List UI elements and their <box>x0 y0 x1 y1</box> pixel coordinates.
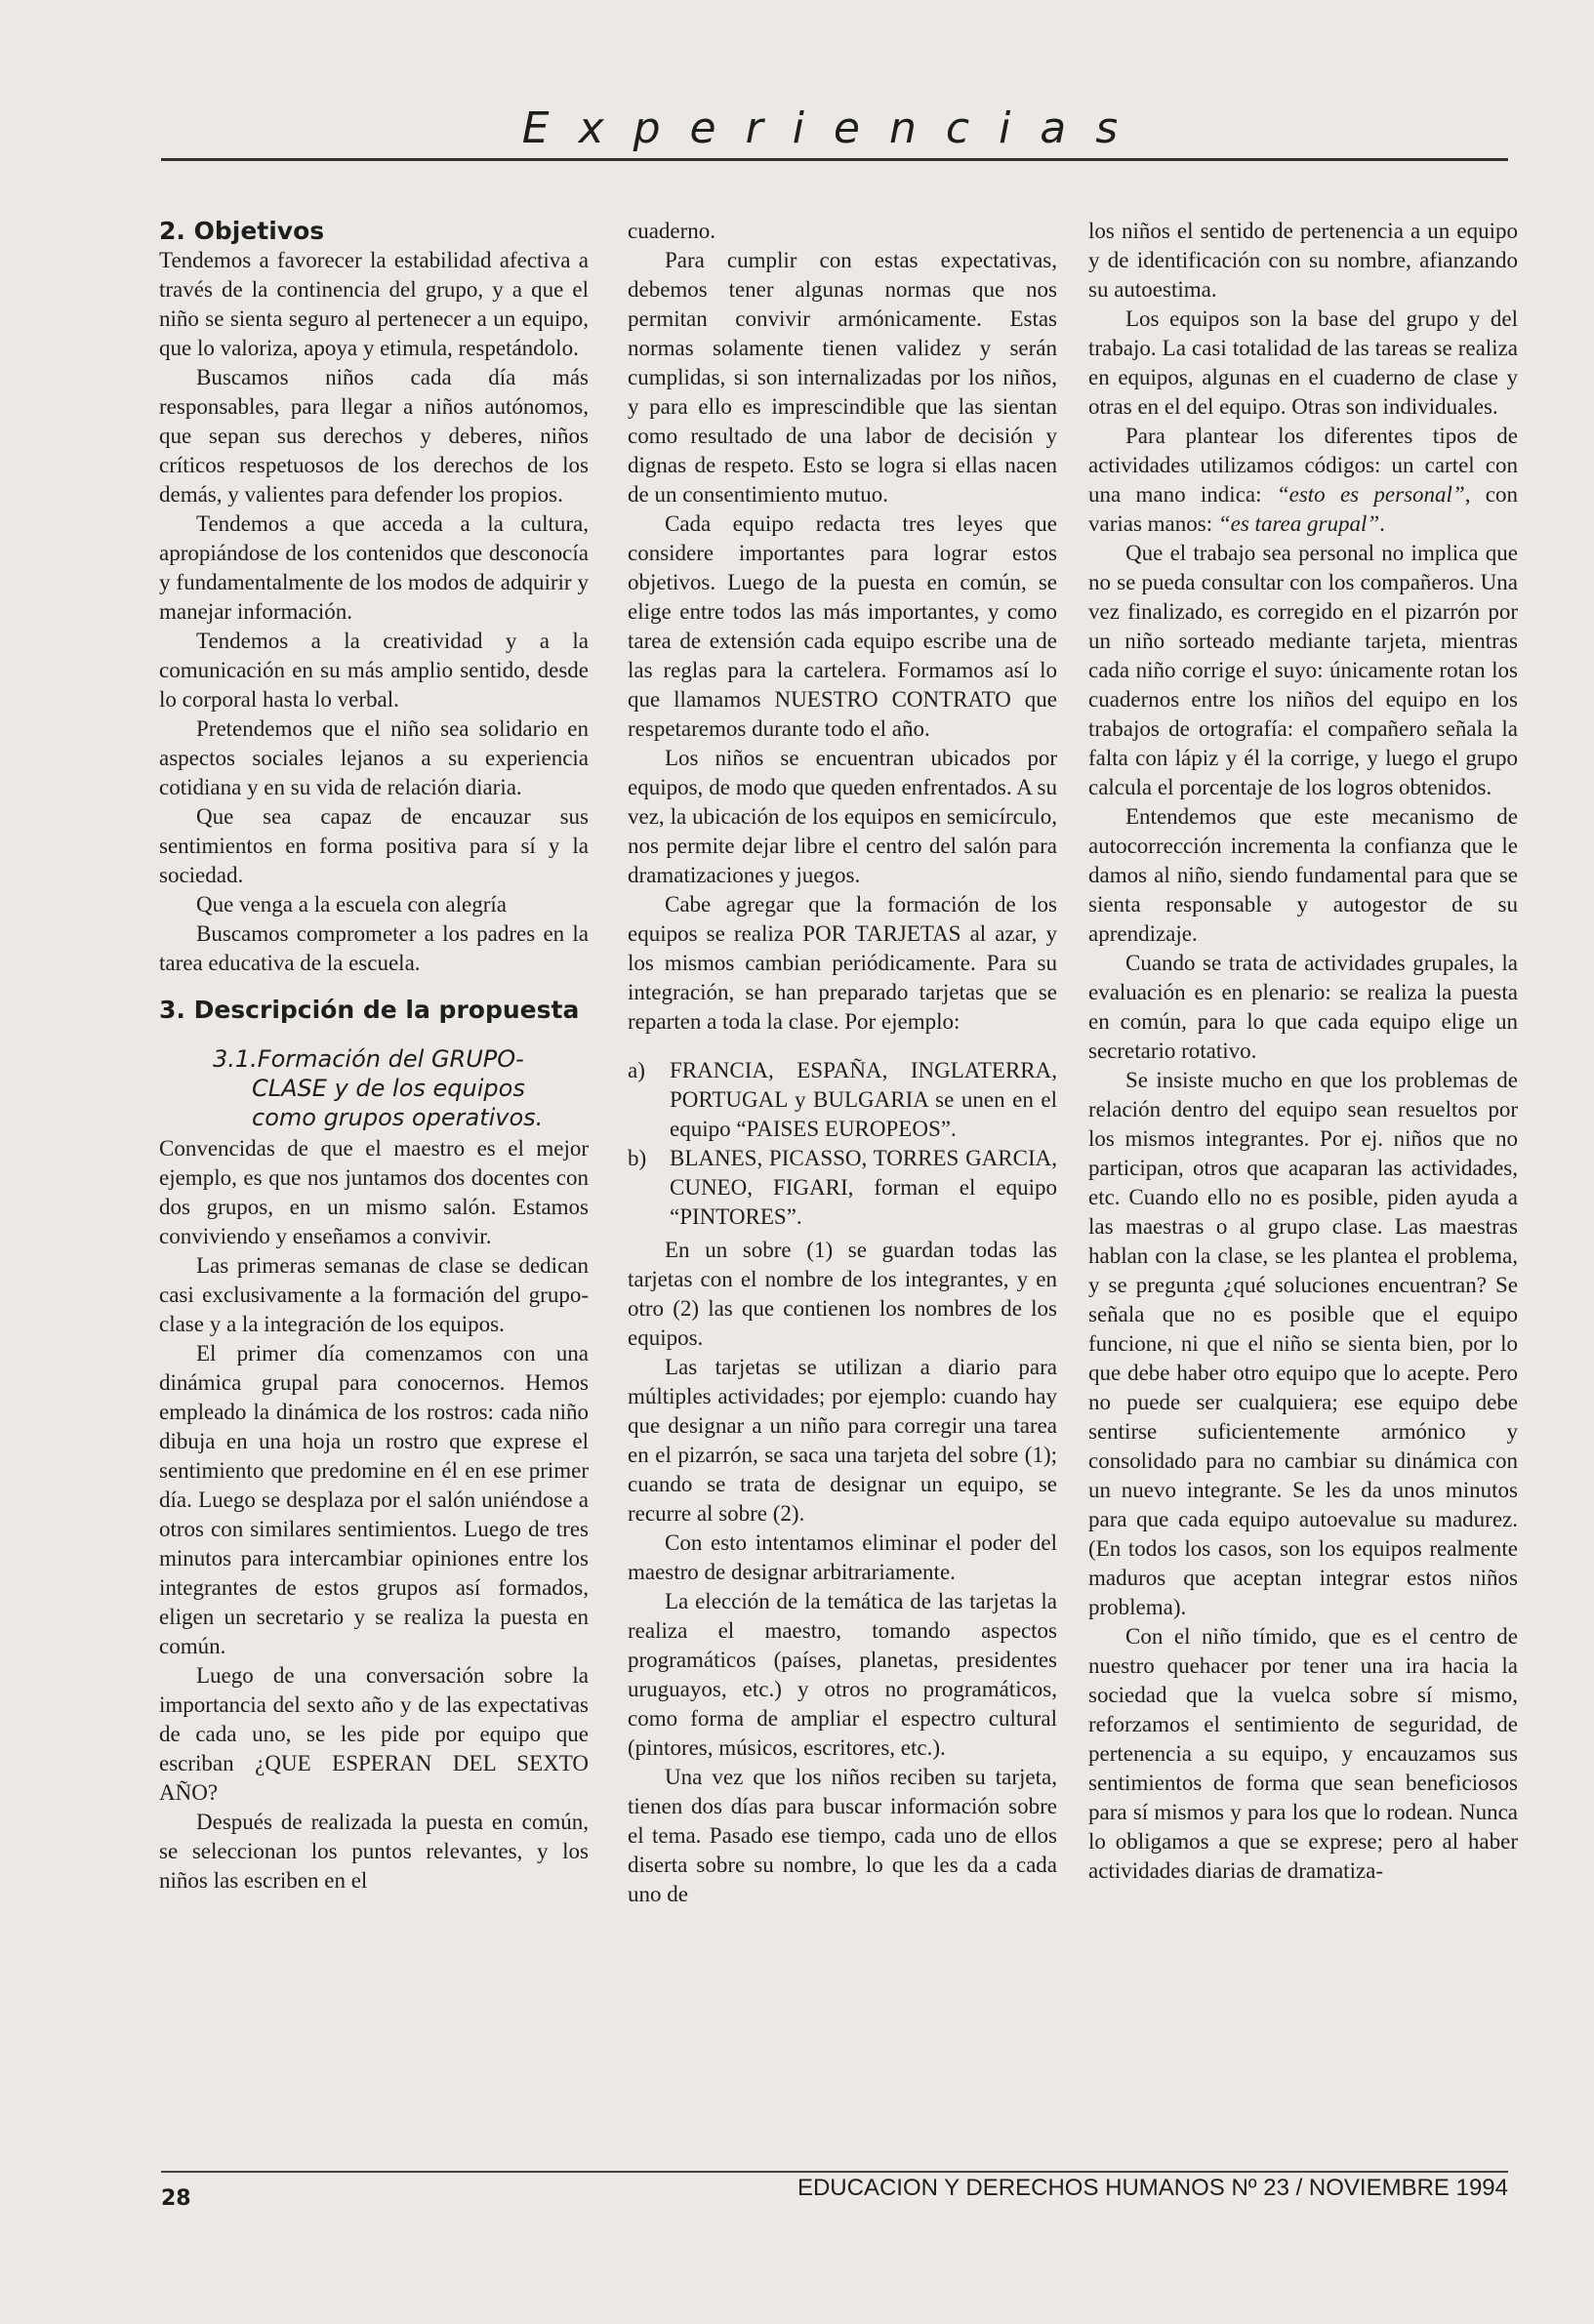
column-2 <box>628 217 1057 2169</box>
list-item <box>628 1144 1057 1232</box>
paragraph: Entendemos que este mecanismo de autocorrección incrementa la confianza que le damos al niño, siendo fundamental para que se sienta responsable y autogestor de su aprendizaje. <box>1088 804 1518 946</box>
paragraph: Después de realizada la puesta en común, se seleccionan los puntos relevantes, y los niños las escriben en el <box>159 1810 589 1893</box>
paragraph: Para cumplir con estas expectativas, debemos tener algunas normas que nos permitan convivir armónicamente. Estas normas solamente tienen validez y serán cumplidas, si son internalizadas por los niños, y para ello es imprescindible que las sientan como resultado de una labor de decisión y dignas de respeto. Esto se logra si ellas nacen de un consentimiento mutuo. <box>628 248 1057 507</box>
paragraph: Cabe agregar que la formación de los equipos se realiza POR TARJETAS al azar, y los mismos cambian periódicamente. Para su integración, se han preparado tarjetas que se reparten a toda la clase. Por ejemplo: <box>628 892 1057 1034</box>
paragraph: Que venga a la escuela con alegría <box>196 892 507 917</box>
subheading-line: como grupos operativos. <box>252 1104 544 1131</box>
paragraph: Cada equipo redacta tres leyes que considere importantes para lograr estos objetivos. Luego de la puesta en común, se elige entre todos las más importantes, y como tarea de extensión cada equipo escribe una de las reglas para la cartelera. Formamos así lo que llamamos NUESTRO CONTRATO que respetaremos durante todo el año. <box>628 511 1057 741</box>
column-3 <box>1088 217 1518 2169</box>
list-item <box>628 1056 1057 1144</box>
paragraph: Con esto intentamos eliminar el poder del maestro de designar arbitrariamente. <box>628 1530 1057 1584</box>
paragraph: Tendemos a favorecer la estabilidad afectiva a través de la continencia del grupo, y a que el niño se sienta seguro al pertenecer a un equipo, que lo valoriza, apoya y etimula, respetándolo. <box>159 248 589 360</box>
paragraph: El primer día comenzamos con una dinámica grupal para conocernos. Hemos empleado la dinámica de los rostros: cada niño dibuja en una hoja un rostro que exprese el sentimiento que predomine en él en ese primer día. Luego se desplaza por el salón uniéndose a otros con similares sentimientos. Luego de tres minutos para intercambiar opiniones entre los integrantes de estos grupos así formados, eligen un secretario y se realiza la puesta en común. <box>159 1341 589 1658</box>
paragraph: cuaderno. <box>628 219 716 243</box>
text-run: . <box>1379 511 1385 536</box>
paragraph: Las tarjetas se utilizan a diario para múltiples actividades; por ejemplo: cuando hay que designar a un niño para corregir una tarea en el pizarrón, se saca una tarjeta del sobre (1); cuando se trata de designar un equipo, se recurre al sobre (2). <box>628 1355 1057 1526</box>
paragraph: los niños el sentido de pertenencia a un equipo y de identificación con su nombre, afianzando su autoestima. <box>1088 219 1518 302</box>
paragraph: Buscamos niños cada día más responsables, para llegar a niños autónomos, que sepan sus derechos y deberes, niños críticos respetuosos de los derechos de los demás, y valientes para defender los propios. <box>159 365 589 507</box>
paragraph <box>1088 422 1518 539</box>
paragraph: En un sobre (1) se guardan todas las tarjetas con el nombre de los integrantes, y en otro (2) las que contienen los nombres de los equipos. <box>628 1238 1057 1350</box>
paragraph: Que sea capaz de encauzar sus sentimientos en forma positiva para sí y la sociedad. <box>159 804 589 887</box>
text-run: , con varias manos: <box>1088 482 1518 536</box>
paragraph: Las primeras semanas de clase se dedican casi exclusivamente a la formación del grupo-clase y a la integración de los equipos. <box>159 1253 589 1336</box>
list-item-text: BLANES, PICASSO, TORRES GARCIA, CUNEO, FIGARI, forman el equipo “PINTORES”. <box>670 1146 1057 1229</box>
page-number: 28 <box>161 2186 191 2211</box>
paragraph: Los niños se encuentran ubicados por equipos, de modo que queden enfrentados. A su vez, la ubicación de los equipos en semicírculo, nos permite dejar libre el centro del salón para dramatizaciones y juegos. <box>628 746 1057 887</box>
paragraph: Con el niño tímido, que es el centro de nuestro quehacer por tener una ira hacia la sociedad que la vuelca sobre sí mismo, reforzamos el sentimiento de seguridad, de pertenencia a su equipo, y encauzamos sus sentimientos de forma que sean beneficiosos para sí mismos y para los que lo rodean. Nunca lo obligamos a que se exprese; pero al haber actividades diarias de dramatiza- <box>1088 1624 1518 1883</box>
section-header: Experiencias <box>521 103 1148 153</box>
subheading-3-1 <box>159 1044 589 1132</box>
paragraph: Los equipos son la base del grupo y del trabajo. La casi totalidad de las tareas se realiza en equipos, algunas en el cuaderno de clase y otras en el del equipo. Otras son individuales. <box>1088 306 1518 419</box>
text-run: Para plantear los diferentes tipos de actividades utilizamos códigos: un cartel con una mano indica: <box>1088 424 1518 507</box>
heading-objetivos: 2. Objetivos <box>159 217 325 245</box>
subheading-line: CLASE y de los equipos <box>252 1075 525 1102</box>
paragraph: Buscamos comprometer a los padres en la tarea educativa de la escuela. <box>159 921 589 975</box>
italic-quote: “es tarea grupal” <box>1217 511 1380 536</box>
paragraph: Que el trabajo sea personal no implica que no se pueda consultar con los compañeros. Una vez finalizado, es corregido en el pizarrón por un niño sorteado mediante tarjeta, mientras cada niño corrige el suyo: únicamente rotan los cuadernos entre los niños del equipo en los trabajos de ortografía: el compañero señala la falta con lápiz y él la corrige, y luego el grupo calcula el porcentaje de los logros obtenidos. <box>1088 541 1518 799</box>
list-marker: b) <box>628 1146 647 1170</box>
list-marker: a) <box>628 1058 645 1082</box>
paragraph: Convencidas de que el maestro es el mejor ejemplo, es que nos juntamos dos docentes con dos grupos, en un mismo salón. Estamos conviviendo y enseñamos a convivir. <box>159 1136 589 1248</box>
paragraph: Tendemos a que acceda a la cultura, apropiándose de los contenidos que desconocía y fundamentalmente de los modos de adquirir y manejar información. <box>159 511 589 624</box>
journal-citation: EDUCACION Y DERECHOS HUMANOS Nº 23 / NOVIEMBRE 1994 <box>797 2175 1508 2201</box>
paragraph: Cuando se trata de actividades grupales, la evaluación es en plenario: se realiza la puesta en común, para lo que cada equipo elige un secretario rotativo. <box>1088 951 1518 1063</box>
list-item-text: FRANCIA, ESPAÑA, INGLATERRA, PORTUGAL y BULGARIA se unen en el equipo “PAISES EUROPEOS”. <box>670 1058 1057 1141</box>
column-1 <box>159 217 589 2169</box>
heading-descripcion: 3. Descripción de la propuesta <box>159 996 580 1024</box>
paragraph: Una vez que los niños reciben su tarjeta, tienen dos días para buscar información sobre el tema. Pasado ese tiempo, cada uno de ellos diserta sobre su nombre, lo que les da a cada uno de <box>628 1765 1057 1906</box>
header-rule <box>161 158 1508 161</box>
footer-rule <box>161 2171 1508 2173</box>
paragraph: La elección de la temática de las tarjetas la realiza el maestro, tomando aspectos programáticos (países, planetas, presidentes uruguayos, etc.) y otros no programáticos, como forma de ampliar el espectro cultural (pintores, músicos, escritores, etc.). <box>628 1589 1057 1760</box>
paragraph: Se insiste mucho en que los problemas de relación dentro del equipo sean resueltos por los mismos integrantes. Por ej. niños que no participan, otros que acaparan las actividades, etc. Cuando ello no es posible, piden ayuda a las maestras o al grupo clase. Las maestras hablan con la clase, se les plantea el problema, y se pregunta ¿qué soluciones encuentran? Se señala que no es posible que el equipo funcione, ni que el niño se sienta bien, por lo que debe haber otro equipo que lo acepte. Pero no puede ser cualquiera; ese equipo debe sentirse suficientemente armónico y consolidado para no cambiar su dinámica con un nuevo integrante. Se les da unos minutos para que cada equipo autoevalue su madurez. (En todos los casos, son los equipos realmente maduros que aceptan integrar estos niños problema). <box>1088 1068 1518 1619</box>
paragraph: Tendemos a la creatividad y a la comunicación en su más amplio sentido, desde lo corporal hasta lo verbal. <box>159 629 589 712</box>
subheading-line: 3.1.Formación del GRUPO- <box>213 1045 524 1073</box>
paragraph: Luego de una conversación sobre la importancia del sexto año y de las expectativas de cada uno, se les pide por equipo que escriban ¿QUE ESPERAN DEL SEXTO AÑO? <box>159 1663 589 1805</box>
italic-quote: “esto es personal” <box>1276 482 1465 507</box>
paragraph: Pretendemos que el niño sea solidario en aspectos sociales lejanos a su experiencia cotidiana y en su vida de relación diaria. <box>159 716 589 799</box>
example-list <box>628 1056 1057 1232</box>
